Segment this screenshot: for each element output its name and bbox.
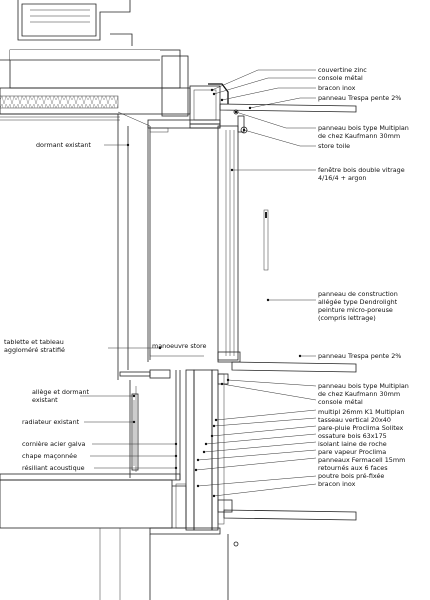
label-chape: chape maçonnée <box>22 452 78 460</box>
label-pare-vapeur: pare vapeur Proclima <box>318 448 387 456</box>
right-labels <box>318 66 409 488</box>
label-panneau-construction: panneau de construction <box>318 290 398 298</box>
label-panneau-multiplan-lower: panneau bois type Multiplan <box>318 382 409 390</box>
label-lettrage: (compris lettrage) <box>318 314 376 322</box>
label-radiateur: radiateur existant <box>22 418 80 426</box>
label-fenetre-bois: fenêtre bois double vitrage <box>318 166 405 174</box>
label-tablette: tablette et tableau <box>4 338 64 346</box>
label-resiliant: résiliant acoustique <box>22 464 85 472</box>
label-ossature: ossature bois 63x175 <box>318 432 387 440</box>
label-allege-existant: existant <box>32 396 58 404</box>
label-console-metal: console métal <box>318 74 363 82</box>
label-peinture: peinture micro-poreuse <box>318 306 393 314</box>
left-labels <box>4 141 91 472</box>
label-fermacell: panneaux Fermacell 15mm <box>318 456 406 464</box>
label-panneau-trespa: panneau Trespa pente 2% <box>318 94 402 102</box>
label-pare-pluie: pare-pluie Proclima Solitex <box>318 424 404 432</box>
label-panneau-trespa-lower: panneau Trespa pente 2% <box>318 352 402 360</box>
label-couvertine-zinc: couvertine zinc <box>318 66 367 74</box>
label-bracon-inox: bracon inox <box>318 84 356 92</box>
label-allege: allège et dormant <box>32 388 90 396</box>
label-agglomere: aggloméré stratifié <box>4 346 65 354</box>
label-bracon-inox-lower: bracon inox <box>318 480 356 488</box>
label-multipl-26mm: multipl 26mm K1 Multiplan <box>318 408 405 416</box>
label-kaufmann-30mm: de chez Kaufmann 30mm <box>318 132 401 140</box>
label-store-toile: store toile <box>318 142 351 150</box>
label-isolant: isolant laine de roche <box>318 440 387 448</box>
label-dormant-existant: dormant existant <box>36 141 91 149</box>
label-dendrolight: allégée type Dendrolight <box>318 298 398 306</box>
window-frame <box>218 116 268 362</box>
leader-lines <box>80 70 316 497</box>
label-kaufmann-lower: de chez Kaufmann 30mm <box>318 390 401 398</box>
existing-wall-left <box>118 112 220 380</box>
label-manoeuvre-store: manoeuvre store <box>152 342 207 350</box>
label-corniere: cornière acier galva <box>22 440 86 448</box>
label-poutre-bois: poutre bois pré-fixée <box>318 472 385 480</box>
label-tasseau: tasseau vertical 20x40 <box>318 416 391 424</box>
label-vitrage-argon: 4/16/4 + argon <box>318 174 367 182</box>
roof-slab <box>0 0 356 128</box>
label-panneau-multiplan: panneau bois type Multiplan <box>318 124 409 132</box>
label-retournes: retournés aux 6 faces <box>318 464 388 472</box>
label-console-metal-lower: console métal <box>318 398 363 406</box>
